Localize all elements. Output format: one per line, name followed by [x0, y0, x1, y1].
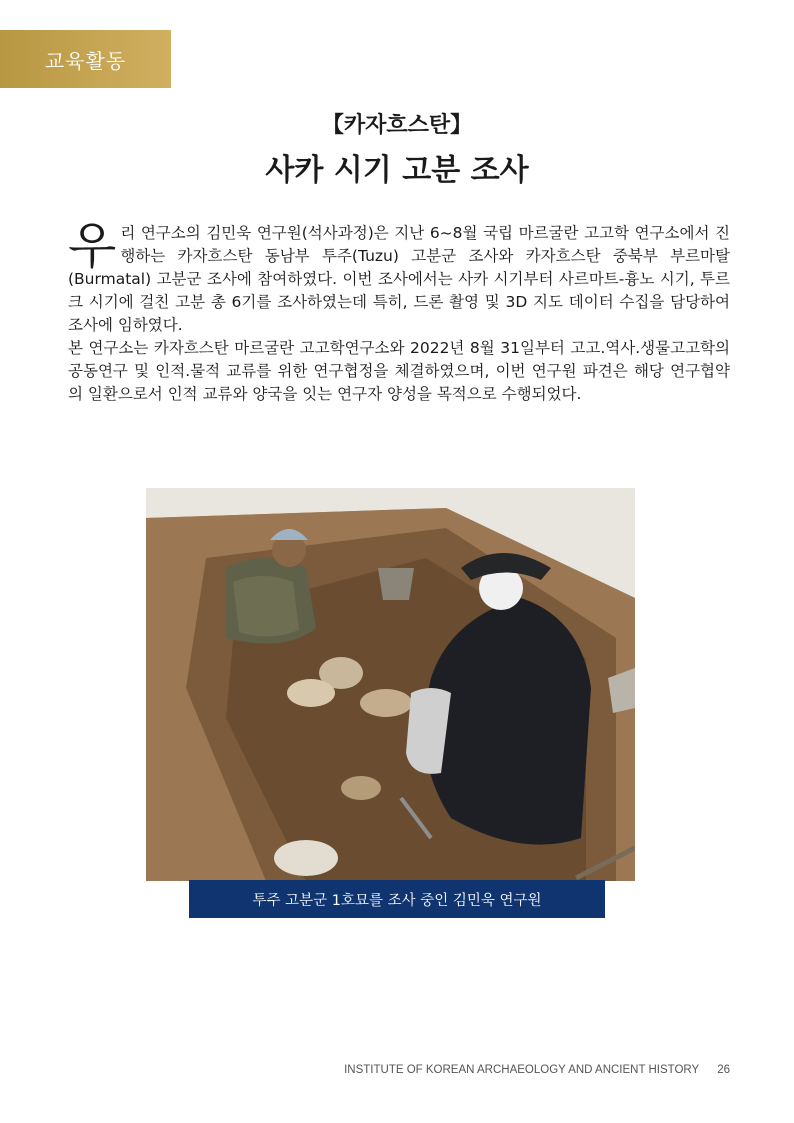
paragraph-1 — [68, 217, 730, 337]
page-footer — [344, 1064, 730, 1076]
drop-cap: 우 — [68, 217, 117, 275]
footer-institute: INSTITUTE OF KOREAN ARCHAEOLOGY AND ANCIENT HISTORY — [344, 1064, 700, 1076]
section-tab: 교육활동 — [0, 30, 171, 88]
article-kicker: 【카자흐스탄】 — [321, 113, 473, 138]
article-title: 사카 시기 고분 조사 — [265, 153, 529, 188]
excavation-photo — [146, 488, 635, 881]
page-number: 26 — [717, 1064, 730, 1076]
paragraph-1-text: 리 연구소의 김민욱 연구원(석사과정)은 지난 6~8월 국립 마르굴란 고고학 연구소에서 진행하는 카자흐스탄 동남부 투주(Tuzu) 고분군 조사와 카자흐스탄 중북부 부르마탈(Burmatal) 고분군 조사에 참여하였다. 이번 조사에서는 사카 시기부터 사르마트-흉노 시기, 투르크 시기에 걸친 고분 총 6기를 조사하였는데 특히, 드론 촬영 및 3D 지도 데이터 수집을 담당하여 조사에 임하였다. — [68, 224, 730, 334]
excavation-photo-illustration — [146, 488, 635, 881]
paragraph-2: 본 연구소는 카자흐스탄 마르굴란 고고학연구소와 2022년 8월 31일부터 고고.역사.생물고고학의 공동연구 및 인적.물적 교류를 위한 연구협정을 체결하였으며, 이번 연구원 파견은 해당 연구협약의 일환으로서 인적 교류와 양국을 잇는 연구자 양성을 목적으로 수행되었다. — [68, 339, 730, 403]
photo-caption: 투주 고분군 1호묘를 조사 중인 김민욱 연구원 — [189, 880, 605, 918]
article-body — [68, 217, 730, 406]
